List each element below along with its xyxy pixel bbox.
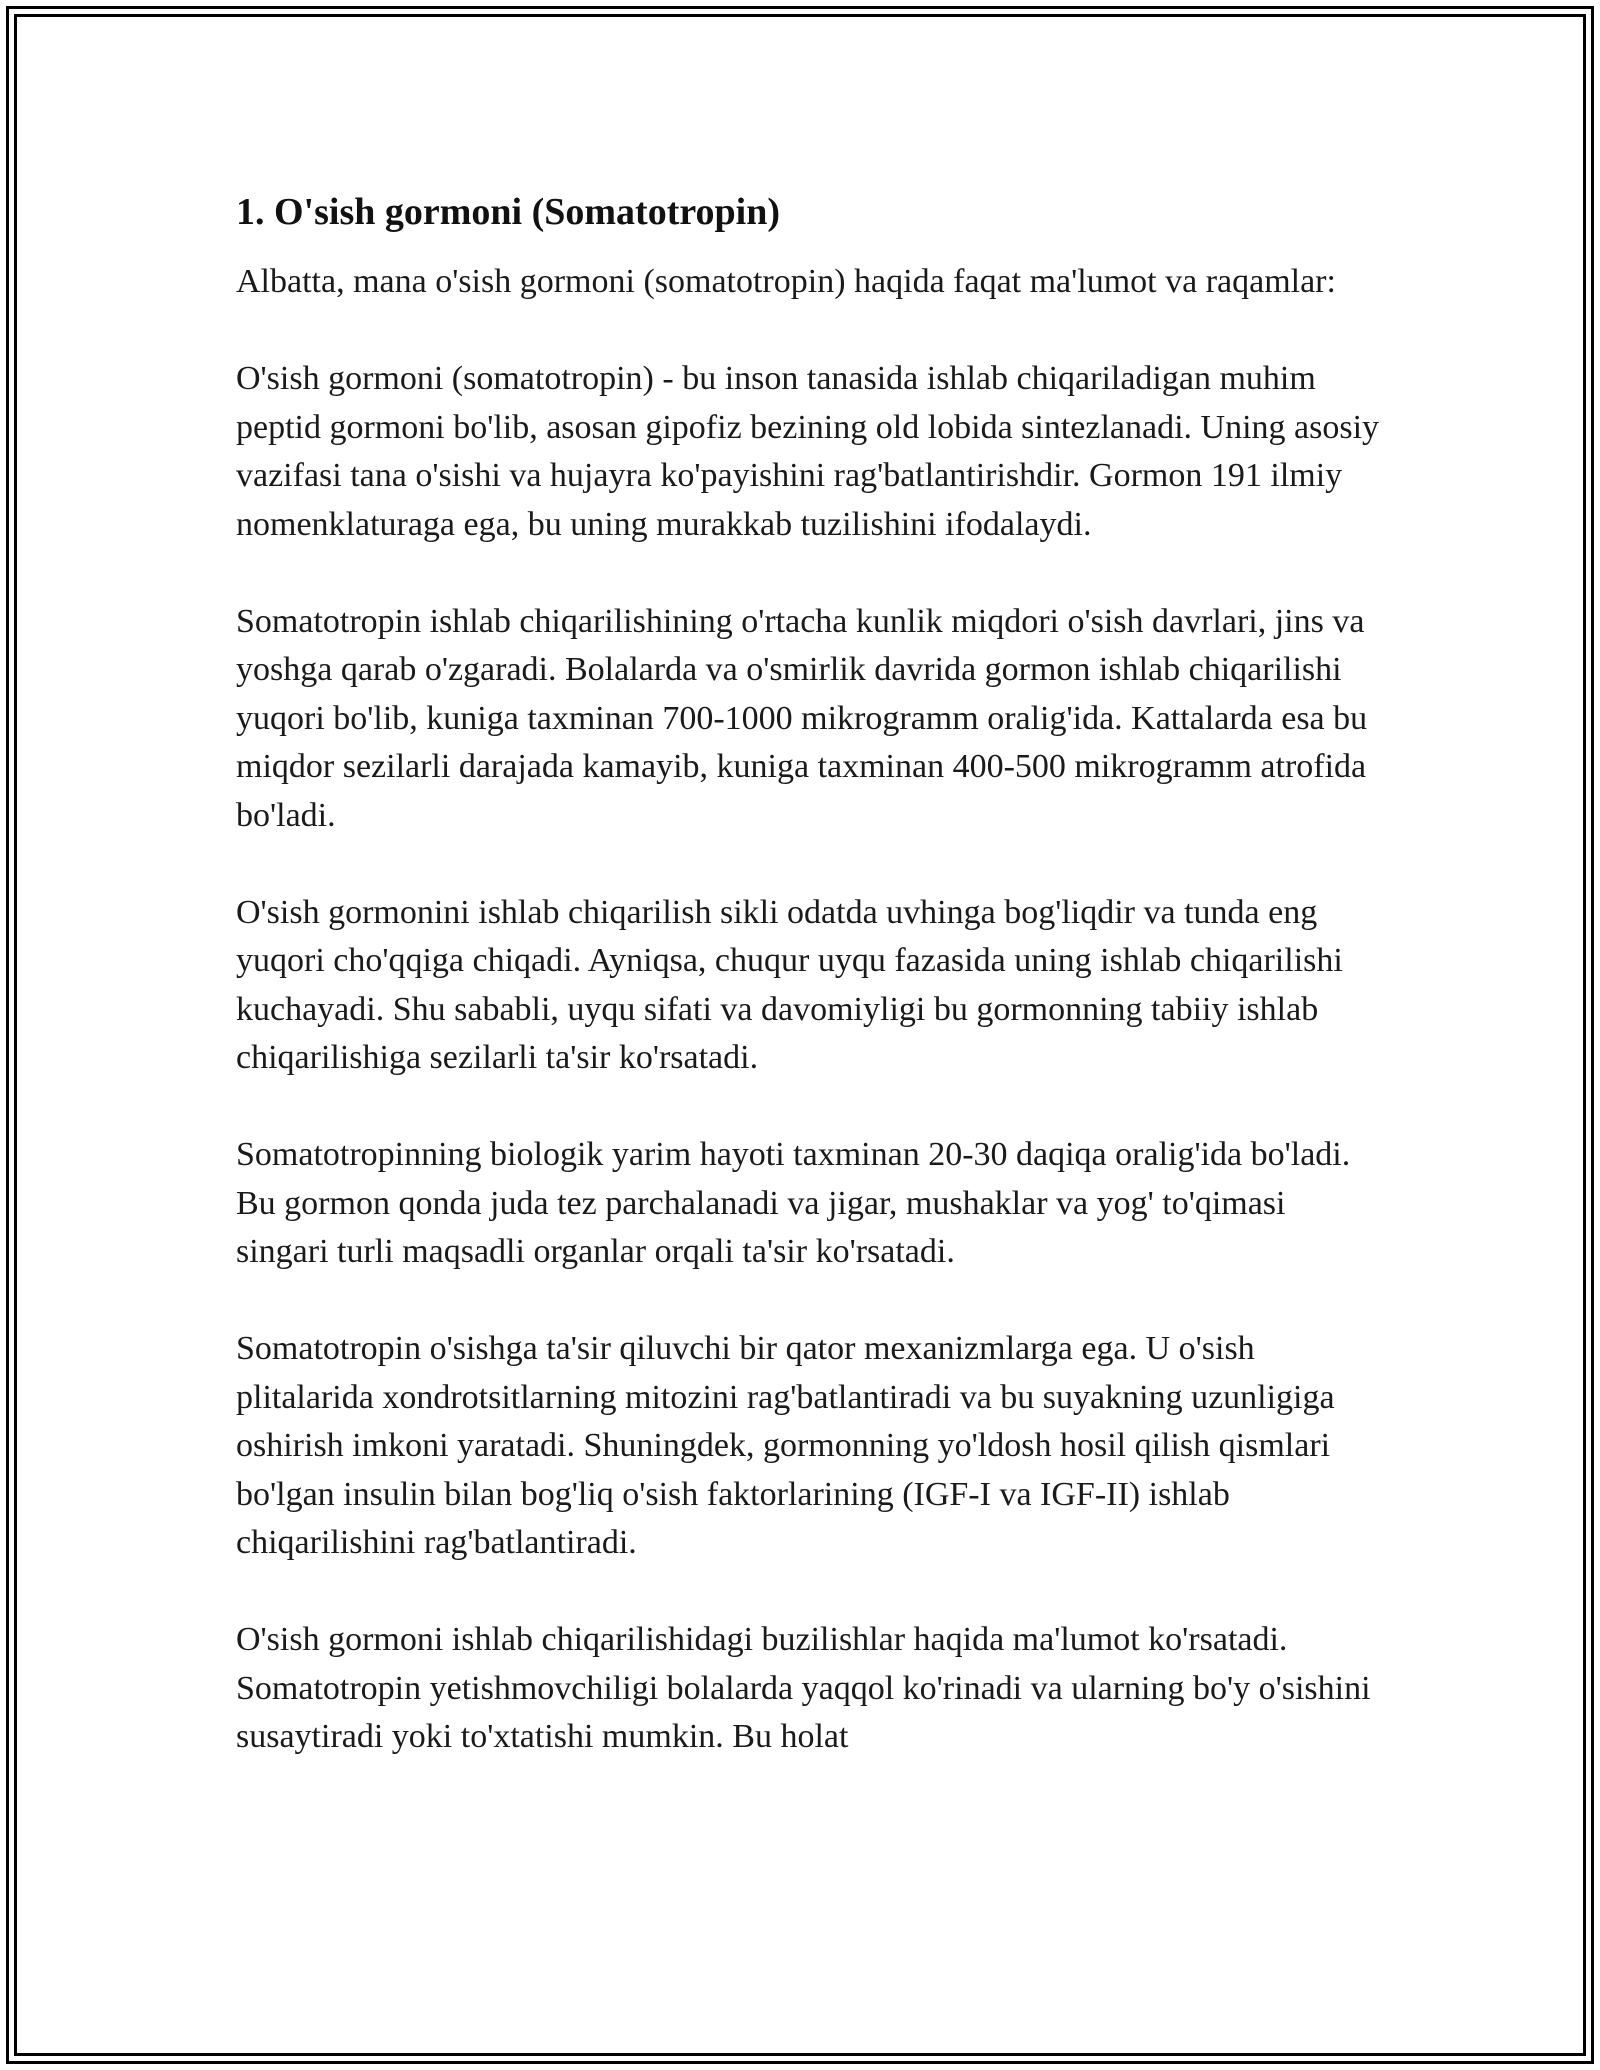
paragraph-definition: O'sish gormoni (somatotropin) - bu inson tanasida ishlab chiqariladigan muhim peptid gormoni bo'lib, asosan gipofiz bezining old lobida sintezlanadi. Uning asosiy vazifasi tana o'sishi va hujayra ko'payishini rag'batlantirishdir. Gormon 191 ilmiy nomenklaturaga ega, bu uning murakkab tuzilishini ifodalaydi. [236,360,1380,543]
paragraph-sleep-cycle: O'sish gormonini ishlab chiqarilish sikli odatda uvhinga bog'liqdir va tunda eng yuqori cho'qqiga chiqadi. Ayniqsa, chuqur uyqu fazasida uning ishlab chiqarilishi kuchayadi. Shu sababli, uyqu sifati va davomiyligi bu gormonning tabiiy ishlab chiqarilishiga sezilarli ta'sir ko'rsatadi. [236,893,1343,1076]
paragraph-disorders: O'sish gormoni ishlab chiqarilishidagi buzilishlar haqida ma'lumot ko'rsatadi. Somatotropin yetishmovchiligi bolalarda yaqqol ko'rinadi va ularning bo'y o'sishini susaytiradi yoki to'xtatishi mumkin. Bu holat [236,1621,1371,1755]
paragraph-half-life: Somatotropinning biologik yarim hayoti taxminan 20-30 daqiqa oralig'ida bo'ladi. Bu gormon qonda juda tez parchalanadi va jigar, mushaklar va yog' to'qimasi singari turli maqsadli organlar orqali ta'sir ko'rsatadi. [236,1136,1351,1270]
section-heading: 1. O'sish gormoni (Somatotropin) [236,191,781,233]
paragraph-intro: Albatta, mana o'sish gormoni (somatotropin) haqida faqat ma'lumot va raqamlar: [236,263,1336,300]
document-body [236,186,1386,1762]
paragraph-mechanisms: Somatotropin o'sishga ta'sir qiluvchi bir qator mexanizmlarga ega. U o'sish plitalarida xondrotsitlarning mitozini rag'batlantiradi va bu suyakning uzunligiga oshirish imkoni yaratadi. Shuningdek, gormonning yo'ldosh hosil qilish qismlari bo'lgan insulin bilan bog'liq o'sish faktorlarining (IGF-I va IGF-II) ishlab chiqarilishini rag'batlantiradi. [236,1330,1335,1561]
paragraph-daily-amount: Somatotropin ishlab chiqarilishining o'rtacha kunlik miqdori o'sish davrlari, jins va yoshga qarab o'zgaradi. Bolalarda va o'smirlik davrida gormon ishlab chiqarilishi yuqori bo'lib, kuniga taxminan 700-1000 mikrogramm oralig'ida. Kattalarda esa bu miqdor sezilarli darajada kamayib, kuniga taxminan 400-500 mikrogramm atrofida bo'ladi. [236,602,1368,834]
